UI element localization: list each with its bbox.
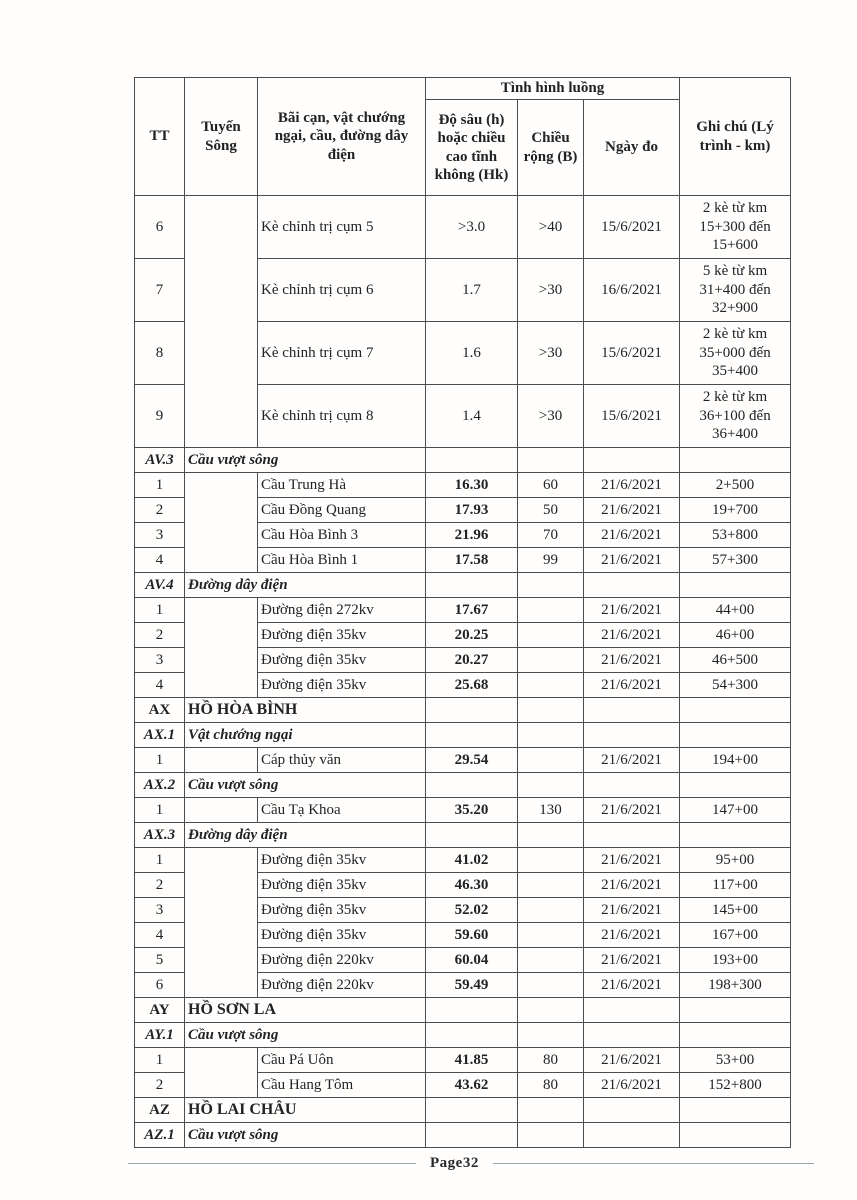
cell-depth [426, 823, 518, 848]
cell-date: 16/6/2021 [584, 259, 680, 322]
cell-note: 95+00 [680, 848, 791, 873]
cell-section-label: Cầu vượt sông [185, 448, 426, 473]
cell-date: 21/6/2021 [584, 548, 680, 573]
cell-note: 44+00 [680, 598, 791, 623]
cell-depth: >3.0 [426, 196, 518, 259]
table-row [135, 196, 791, 259]
cell-date [584, 773, 680, 798]
cell-date: 21/6/2021 [584, 873, 680, 898]
cell-depth: 43.62 [426, 1073, 518, 1098]
cell-section-label: Cầu vượt sông [185, 1123, 426, 1148]
cell-note [680, 1023, 791, 1048]
cell-note: 57+300 [680, 548, 791, 573]
section-row [135, 723, 791, 748]
cell-index: 1 [135, 1048, 185, 1073]
header-width: Chiều rộng (B) [518, 100, 584, 196]
footer-rule-right [493, 1163, 814, 1164]
cell-width: 99 [518, 548, 584, 573]
section-row [135, 823, 791, 848]
cell-date: 21/6/2021 [584, 848, 680, 873]
cell-date [584, 698, 680, 723]
cell-index: 8 [135, 322, 185, 385]
cell-date [584, 448, 680, 473]
cell-depth: 35.20 [426, 798, 518, 823]
cell-note [680, 448, 791, 473]
cell-note: 2 kè từ km 15+300 đến 15+600 [680, 196, 791, 259]
cell-obstacle-name: Đường điện 220kv [258, 973, 426, 998]
cell-depth: 25.68 [426, 673, 518, 698]
cell-width: 60 [518, 473, 584, 498]
cell-section-label: Vật chướng ngại [185, 723, 426, 748]
header-tt: TT [135, 78, 185, 196]
header-channel-group: Tình hình luồng [426, 78, 680, 100]
cell-index: 4 [135, 673, 185, 698]
cell-index: 5 [135, 948, 185, 973]
cell-index: 7 [135, 259, 185, 322]
cell-note: 46+500 [680, 648, 791, 673]
cell-note: 2 kè từ km 35+000 đến 35+400 [680, 322, 791, 385]
cell-index: 4 [135, 923, 185, 948]
cell-index: 3 [135, 898, 185, 923]
header-date: Ngày đo [584, 100, 680, 196]
cell-date: 21/6/2021 [584, 498, 680, 523]
cell-route [185, 473, 258, 573]
cell-date: 21/6/2021 [584, 923, 680, 948]
cell-depth: 16.30 [426, 473, 518, 498]
cell-depth [426, 1098, 518, 1123]
table-header [135, 78, 791, 196]
cell-width [518, 673, 584, 698]
cell-width [518, 573, 584, 598]
cell-depth [426, 573, 518, 598]
cell-width: 50 [518, 498, 584, 523]
group-row [135, 998, 791, 1023]
cell-depth: 41.85 [426, 1048, 518, 1073]
cell-note: 2+500 [680, 473, 791, 498]
cell-depth: 60.04 [426, 948, 518, 973]
cell-index: 2 [135, 623, 185, 648]
cell-date [584, 823, 680, 848]
cell-note: 53+00 [680, 1048, 791, 1073]
cell-width: >30 [518, 322, 584, 385]
header-note: Ghi chú (Lý trình - km) [680, 78, 791, 196]
cell-depth: 17.93 [426, 498, 518, 523]
table-row [135, 748, 791, 773]
cell-date: 15/6/2021 [584, 385, 680, 448]
table-row [135, 798, 791, 823]
cell-depth: 21.96 [426, 523, 518, 548]
cell-width: 80 [518, 1073, 584, 1098]
cell-note: 19+700 [680, 498, 791, 523]
cell-depth [426, 1123, 518, 1148]
cell-section-label: HỒ HÒA BÌNH [185, 698, 426, 723]
cell-route [185, 748, 258, 773]
cell-obstacle-name: Đường điện 220kv [258, 948, 426, 973]
cell-depth [426, 698, 518, 723]
header-route: Tuyến Sông [185, 78, 258, 196]
cell-note: 198+300 [680, 973, 791, 998]
cell-obstacle-name: Cầu Hòa Bình 1 [258, 548, 426, 573]
table-row [135, 1048, 791, 1073]
cell-route [185, 598, 258, 698]
section-row [135, 1123, 791, 1148]
cell-width [518, 773, 584, 798]
cell-date: 21/6/2021 [584, 473, 680, 498]
section-row [135, 448, 791, 473]
cell-note [680, 1098, 791, 1123]
cell-route [185, 848, 258, 998]
cell-index: 1 [135, 798, 185, 823]
cell-section-code: AY [135, 998, 185, 1023]
cell-obstacle-name: Cầu Đồng Quang [258, 498, 426, 523]
cell-index: 9 [135, 385, 185, 448]
cell-obstacle-name: Đường điện 35kv [258, 848, 426, 873]
cell-width [518, 973, 584, 998]
cell-index: 2 [135, 498, 185, 523]
cell-note: 145+00 [680, 898, 791, 923]
cell-note: 152+800 [680, 1073, 791, 1098]
cell-section-label: Cầu vượt sông [185, 773, 426, 798]
cell-depth: 17.58 [426, 548, 518, 573]
cell-width [518, 948, 584, 973]
cell-date: 21/6/2021 [584, 1048, 680, 1073]
group-row [135, 1098, 791, 1123]
cell-obstacle-name: Đường điện 35kv [258, 623, 426, 648]
cell-note [680, 998, 791, 1023]
cell-width [518, 623, 584, 648]
cell-width: 130 [518, 798, 584, 823]
cell-width [518, 1098, 584, 1123]
cell-date [584, 1123, 680, 1148]
cell-note: 194+00 [680, 748, 791, 773]
cell-obstacle-name: Đường điện 272kv [258, 598, 426, 623]
cell-note: 53+800 [680, 523, 791, 548]
cell-note [680, 573, 791, 598]
cell-date: 15/6/2021 [584, 322, 680, 385]
cell-width [518, 448, 584, 473]
cell-note [680, 1123, 791, 1148]
cell-index: 2 [135, 1073, 185, 1098]
cell-depth: 59.60 [426, 923, 518, 948]
cell-route [185, 1048, 258, 1098]
cell-width [518, 1123, 584, 1148]
cell-width [518, 648, 584, 673]
cell-width: 70 [518, 523, 584, 548]
cell-obstacle-name: Kè chỉnh trị cụm 7 [258, 322, 426, 385]
cell-date [584, 573, 680, 598]
cell-section-code: AY.1 [135, 1023, 185, 1048]
table-row [135, 598, 791, 623]
header-row-top [135, 78, 791, 100]
cell-section-label: HỒ LAI CHÂU [185, 1098, 426, 1123]
cell-section-code: AX.1 [135, 723, 185, 748]
group-row [135, 698, 791, 723]
cell-depth: 41.02 [426, 848, 518, 873]
cell-obstacle-name: Cầu Tạ Khoa [258, 798, 426, 823]
cell-date: 21/6/2021 [584, 748, 680, 773]
cell-note: 2 kè từ km 36+100 đến 36+400 [680, 385, 791, 448]
cell-index: 1 [135, 848, 185, 873]
cell-width [518, 873, 584, 898]
cell-depth: 52.02 [426, 898, 518, 923]
cell-section-code: AX.3 [135, 823, 185, 848]
cell-index: 1 [135, 598, 185, 623]
cell-date [584, 1023, 680, 1048]
cell-depth: 1.6 [426, 322, 518, 385]
cell-width [518, 723, 584, 748]
cell-date: 21/6/2021 [584, 1073, 680, 1098]
cell-note: 117+00 [680, 873, 791, 898]
cell-depth: 1.4 [426, 385, 518, 448]
cell-section-code: AX.2 [135, 773, 185, 798]
cell-obstacle-name: Cáp thủy văn [258, 748, 426, 773]
cell-note: 5 kè từ km 31+400 đến 32+900 [680, 259, 791, 322]
cell-width [518, 823, 584, 848]
cell-index: 6 [135, 973, 185, 998]
table-row [135, 473, 791, 498]
cell-obstacle-name: Đường điện 35kv [258, 648, 426, 673]
cell-obstacle-name: Cầu Hòa Bình 3 [258, 523, 426, 548]
cell-section-label: HỒ SƠN LA [185, 998, 426, 1023]
cell-depth: 17.67 [426, 598, 518, 623]
cell-index: 3 [135, 648, 185, 673]
cell-depth: 46.30 [426, 873, 518, 898]
cell-date: 21/6/2021 [584, 648, 680, 673]
cell-obstacle-name: Kè chỉnh trị cụm 6 [258, 259, 426, 322]
cell-depth: 20.27 [426, 648, 518, 673]
cell-date [584, 1098, 680, 1123]
cell-note: 193+00 [680, 948, 791, 973]
cell-date: 21/6/2021 [584, 598, 680, 623]
cell-obstacle-name: Kè chỉnh trị cụm 5 [258, 196, 426, 259]
cell-width [518, 898, 584, 923]
cell-width [518, 698, 584, 723]
cell-index: 6 [135, 196, 185, 259]
cell-section-label: Cầu vượt sông [185, 1023, 426, 1048]
cell-date [584, 998, 680, 1023]
section-row [135, 573, 791, 598]
cell-section-code: AV.4 [135, 573, 185, 598]
cell-section-code: AZ [135, 1098, 185, 1123]
cell-index: 1 [135, 473, 185, 498]
cell-depth [426, 1023, 518, 1048]
cell-section-label: Đường dây điện [185, 823, 426, 848]
cell-date [584, 723, 680, 748]
cell-note: 46+00 [680, 623, 791, 648]
cell-index: 3 [135, 523, 185, 548]
cell-date: 21/6/2021 [584, 948, 680, 973]
cell-date: 21/6/2021 [584, 623, 680, 648]
cell-width [518, 998, 584, 1023]
cell-width: >30 [518, 385, 584, 448]
table-body [135, 196, 791, 1148]
cell-date: 21/6/2021 [584, 523, 680, 548]
page-number: Page32 [430, 1154, 479, 1171]
cell-depth [426, 773, 518, 798]
cell-section-code: AV.3 [135, 448, 185, 473]
section-row [135, 1023, 791, 1048]
channel-status-table [134, 77, 791, 1148]
cell-obstacle-name: Cầu Trung Hà [258, 473, 426, 498]
cell-index: 1 [135, 748, 185, 773]
cell-note [680, 823, 791, 848]
cell-date: 21/6/2021 [584, 898, 680, 923]
cell-depth: 59.49 [426, 973, 518, 998]
cell-obstacle-name: Đường điện 35kv [258, 873, 426, 898]
cell-width [518, 748, 584, 773]
cell-width [518, 923, 584, 948]
cell-date: 21/6/2021 [584, 798, 680, 823]
cell-obstacle-name: Cầu Hang Tôm [258, 1073, 426, 1098]
cell-note [680, 773, 791, 798]
cell-date: 21/6/2021 [584, 673, 680, 698]
cell-width [518, 598, 584, 623]
cell-width: >40 [518, 196, 584, 259]
cell-date: 15/6/2021 [584, 196, 680, 259]
cell-note: 167+00 [680, 923, 791, 948]
table-row [135, 848, 791, 873]
cell-note: 147+00 [680, 798, 791, 823]
cell-width [518, 848, 584, 873]
cell-note [680, 698, 791, 723]
cell-depth [426, 723, 518, 748]
cell-route [185, 196, 258, 448]
section-row [135, 773, 791, 798]
cell-obstacle-name: Cầu Pá Uôn [258, 1048, 426, 1073]
cell-width: 80 [518, 1048, 584, 1073]
cell-section-code: AX [135, 698, 185, 723]
cell-depth: 29.54 [426, 748, 518, 773]
cell-width: >30 [518, 259, 584, 322]
cell-route [185, 798, 258, 823]
cell-obstacle-name: Đường điện 35kv [258, 923, 426, 948]
page-footer [128, 1152, 814, 1174]
cell-obstacle-name: Đường điện 35kv [258, 898, 426, 923]
cell-section-label: Đường dây điện [185, 573, 426, 598]
cell-note [680, 723, 791, 748]
cell-obstacle-name: Kè chỉnh trị cụm 8 [258, 385, 426, 448]
cell-depth [426, 448, 518, 473]
footer-rule-left [128, 1163, 416, 1164]
cell-obstacle-name: Đường điện 35kv [258, 673, 426, 698]
cell-date: 21/6/2021 [584, 973, 680, 998]
cell-index: 4 [135, 548, 185, 573]
header-depth: Độ sâu (h) hoặc chiều cao tĩnh không (Hk) [426, 100, 518, 196]
cell-depth: 20.25 [426, 623, 518, 648]
cell-index: 2 [135, 873, 185, 898]
header-obstacle: Bãi cạn, vật chướng ngại, cầu, đường dây điện [258, 78, 426, 196]
cell-depth [426, 998, 518, 1023]
cell-section-code: AZ.1 [135, 1123, 185, 1148]
cell-depth: 1.7 [426, 259, 518, 322]
cell-note: 54+300 [680, 673, 791, 698]
cell-width [518, 1023, 584, 1048]
